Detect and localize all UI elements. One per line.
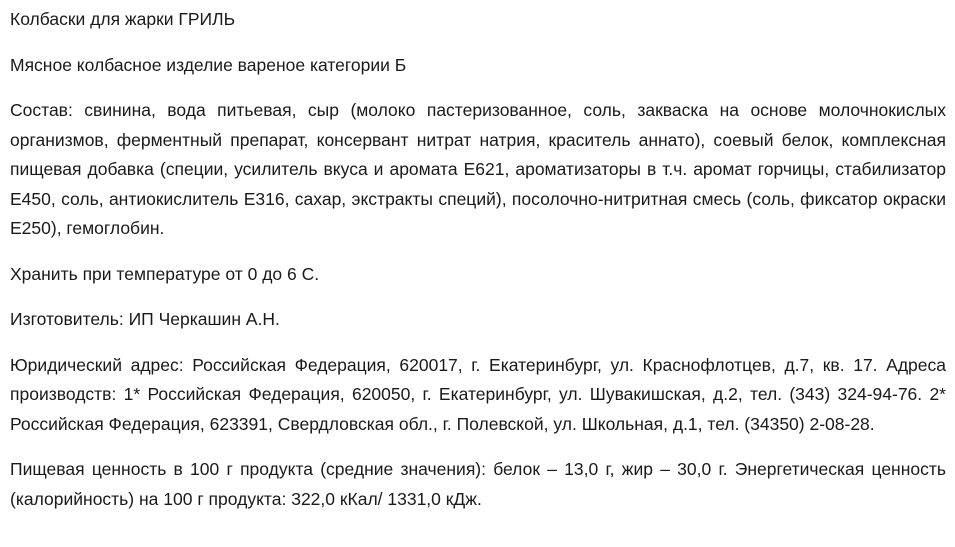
product-title: Колбаски для жарки ГРИЛЬ [10, 9, 236, 29]
product-label-document [10, 5, 946, 530]
addresses-paragraph: Юридический адрес: Российская Федерация, 620017, г. Екатеринбург, ул. Краснофлотцев, д.7, кв. 17. Адреса производств: 1* Российская Федерация, 620050, г. Екатеринбург, ул. Шувакишская, д.2, тел. (343) 324-94-76. 2* Российская Федерация, 623391, Свердловская обл., г. Полевской, ул. Школьная, д.1, тел. (34350) 2-08-28. [10, 354, 946, 434]
manufacturer: Изготовитель: ИП Черкашин А.Н. [10, 309, 280, 329]
product-type: Мясное колбасное изделие вареное категории Б [10, 54, 407, 75]
composition-paragraph: Состав: свинина, вода питьевая, сыр (молоко пастеризованное, соль, закваска на основе молочнокислых организмов, ферментный препарат, консервант нитрат натрия, краситель аннато), соевый белок, комплексная пищевая добавка (специи, усилитель вкуса и аромата Е621, ароматизаторы в т.ч. аромат горчицы, стабилизатор Е450, соль, антиокислитель Е316, сахар, экстракты специй), посолочно-нитритная смесь (соль, фиксатор окраски Е250), гемоглобин. [10, 100, 946, 238]
nutrition-paragraph: Пищевая ценность в 100 г продукта (средние значения): белок – 13,0 г, жир – 30,0 г. Энергетическая ценность (калорийность) на 100 г продукта: 322,0 кКал/ 1331,0 кДж. [10, 459, 946, 509]
storage-conditions: Хранить при температуре от 0 до 6 С. [10, 263, 320, 284]
